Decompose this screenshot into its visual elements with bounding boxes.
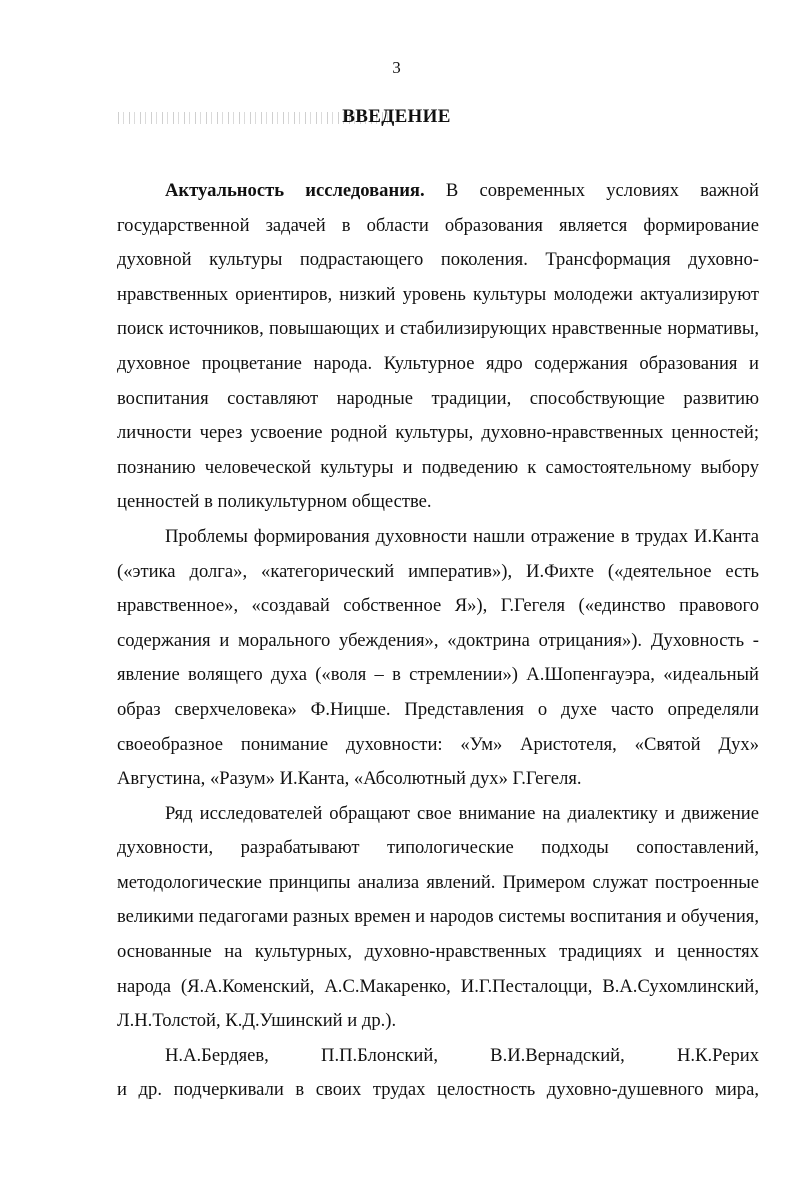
paragraph-lead-in: Актуальность исследования. [165,180,425,201]
text-line: Н.А.Бердяев, П.П.Блонский, В.И.Вернадский, Н.К.Рерих [165,1044,759,1066]
text-line: и др. подчеркивали в своих трудах целостность духовно-душевного мира, [117,1079,759,1101]
paragraph-actuality [117,174,759,520]
page-title: ВВЕДЕНИЕ [342,106,451,127]
paragraph-text: В современных условиях важной государственной задачей в области образования является формирование духовной культуры подрастающего поколения. Трансформация духовно-нравственных ориентиров, низкий уровень культуры молодежи актуализируют поиск источников, повышающих и стабилизирующих нравственные нормативы, духовное процветание народа. Культурное ядро содержания образования и воспитания составляют народные традиции, способствующие развитию личности через усвоение родной культуры, духовно-нравственных ценностей; познанию человеческой культуры и подведению к самостоятельному выбору ценностей в поликультурном обществе. [117,180,759,513]
paragraph-spirituality-problems: Проблемы формирования духовности нашли отражение в трудах И.Канта («этика долга», «категорический императив»), И.Фихте («деятельное есть нравственное», «создавай собственное Я»), Г.Гегеля («единство правового содержания и морального убеждения», «доктрина отрицания»). Духовность - явление волящего духа («воля – в стремлении») А.Шопенгауэра, «идеальный образ сверхчеловека» Ф.Ницше. Представления о духе часто определяли своеобразное понимание духовности: «Ум» Аристотеля, «Святой Дух» Августина, «Разум» И.Канта, «Абсолютный дух» Г.Гегеля. [117,525,759,790]
page-number: 3 [392,58,401,77]
body-text [117,174,759,1108]
paragraph-researchers: Ряд исследователей обращают свое внимание на диалектику и движение духовности, разрабатывают типологические подходы сопоставлений, методологические принципы анализа явлений. Примером служат построенные великими педагогами разных времен и народов системы воспитания и обучения, основанные на культурных, духовно-нравственных традициях и ценностях народа (Я.А.Коменский, А.С.Макаренко, И.Г.Песталоцци, В.А.Сухомлинский, Л.Н.Толстой, К.Д.Ушинский и др.). [117,802,759,1032]
